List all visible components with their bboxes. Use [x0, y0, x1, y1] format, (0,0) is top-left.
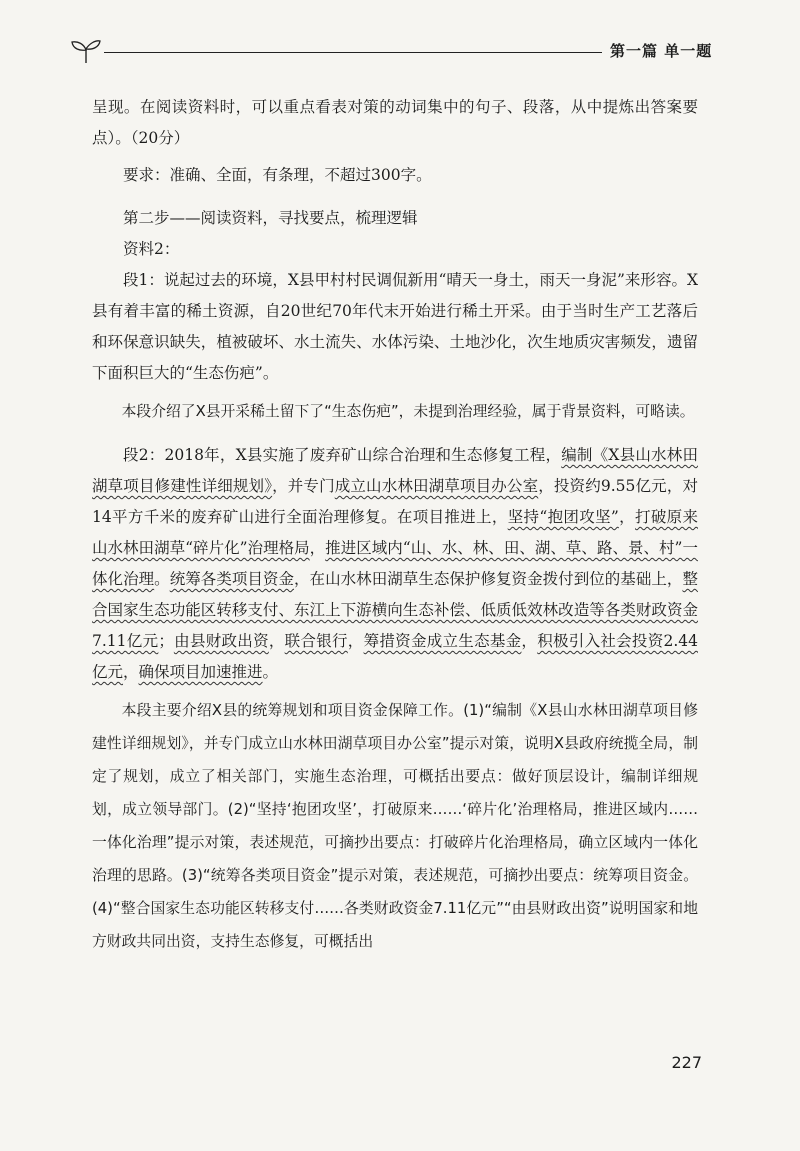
para2-text: ，投资约9.55亿元，对14平方千米的废弃矿山进行全面治理修复。在项目推进上， [92, 477, 698, 526]
para2-text: ， [123, 663, 139, 681]
material-label: 资料2： [123, 240, 180, 258]
para2-text: ，在山水林田湖草生态保护修复资金拨付到位的基础上， [294, 570, 683, 588]
step-heading: 第二步——阅读资料，寻找要点，梳理逻辑 [123, 209, 418, 227]
sprout-icon [70, 38, 102, 64]
section-title: 第一篇 单一题 [610, 42, 713, 60]
analysis-2: 本段主要介绍X县的统筹规划和项目资金保障工作。(1)“编制《X县山水林田湖草项目修建性详细规划》，并专门成立山水林田湖草项目办公室”提示对策，说明X县政府统揽全局，制定了规划，成立了相关部门，实施生态治理，可概括出要点：做好顶层设计，编制详细规划，成立领导部门。(2)“坚持‘抱团攻坚’，打破原来……‘碎片化’治理格局，推进区域内……一体化治理”提示对策，表述规范，可摘抄出要点：打破碎片化治理格局，确立区域内一体化治理的思路。(3)“统筹各类项目资金”提示对策，表述规范，可摘抄出要点：统筹项目资金。(4)“整合国家生态功能区转移支付……各类财政资金7.11亿元”“由县财政出资”说明国家和地方财政共同出资，支持生态修复，可概括出 [92, 702, 698, 950]
header-rule [104, 52, 602, 53]
underlined-phrase: 联合银行 [284, 632, 348, 650]
para2-text: 。 [154, 570, 170, 588]
analysis-1: 本段介绍了X县开采稀土留下了“生态伤疤”，未提到治理经验，属于背景资料，可略读。 [121, 403, 695, 420]
page-number: 227 [671, 1053, 702, 1072]
requirement-line: 要求：准确、全面，有条理，不超过300字。 [123, 166, 432, 184]
underlined-phrase: 统筹各类项目资金 [169, 570, 295, 588]
underlined-phrase: 由县财政出资 [173, 632, 269, 650]
underlined-phrase: 推进区域内“山、水、林、田、湖、草、路、景、村”一体化治理 [92, 539, 698, 588]
underlined-phrase: 成立山水林田湖草项目办公室 [334, 477, 539, 495]
intro-continuation: 呈现。在阅读资料时，可以重点看表对策的动词集中的句子、段落，从中提炼出答案要点）。（20分） [92, 98, 698, 147]
underlined-phrase: 确保项目加速推进 [138, 663, 263, 681]
underlined-phrase: 编制《X县山水林田湖草项目修建性详细规划》 [92, 446, 698, 495]
para2-text: ； [158, 632, 174, 650]
para2-text: ， [309, 539, 326, 557]
para2-text: ， [347, 632, 364, 650]
para2-text: ，并专门 [272, 477, 335, 495]
para2-text: 。 [262, 663, 279, 681]
paragraph-2 [92, 440, 698, 688]
underlined-phrase: 积极引入社会投资2.44亿元 [92, 632, 698, 681]
underlined-phrase: 筹措资金成立生态基金 [363, 632, 522, 650]
para2-text: 段2：2018年，X县实施了废弃矿山综合治理和生态修复工程， [123, 446, 562, 464]
para2-text: ， [618, 508, 635, 526]
paragraph-1: 段1：说起过去的环境，X县甲村村民调侃新用“晴天一身土，雨天一身泥”来形容。X县有着丰富的稀土资源，自20世纪70年代末开始进行稀土开采。由于当时生产工艺落后和环保意识缺失，植被破坏、水土流失、水体污染、土地沙化，次生地质灾害频发，遗留下面积巨大的“生态伤疤”。 [92, 271, 698, 382]
page-body [92, 92, 698, 958]
para2-text: ， [521, 632, 538, 650]
running-header [70, 36, 713, 66]
para2-text: ， [268, 632, 285, 650]
underlined-phrase: 打破原来山水林田湖草“碎片化”治理格局 [92, 508, 698, 557]
underlined-phrase: 坚持“抱团攻坚” [507, 508, 619, 526]
underlined-phrase: 整合国家生态功能区转移支付、东江上下游横向生态补偿、低质低效林改造等各类财政资金7.11亿元 [92, 570, 698, 650]
